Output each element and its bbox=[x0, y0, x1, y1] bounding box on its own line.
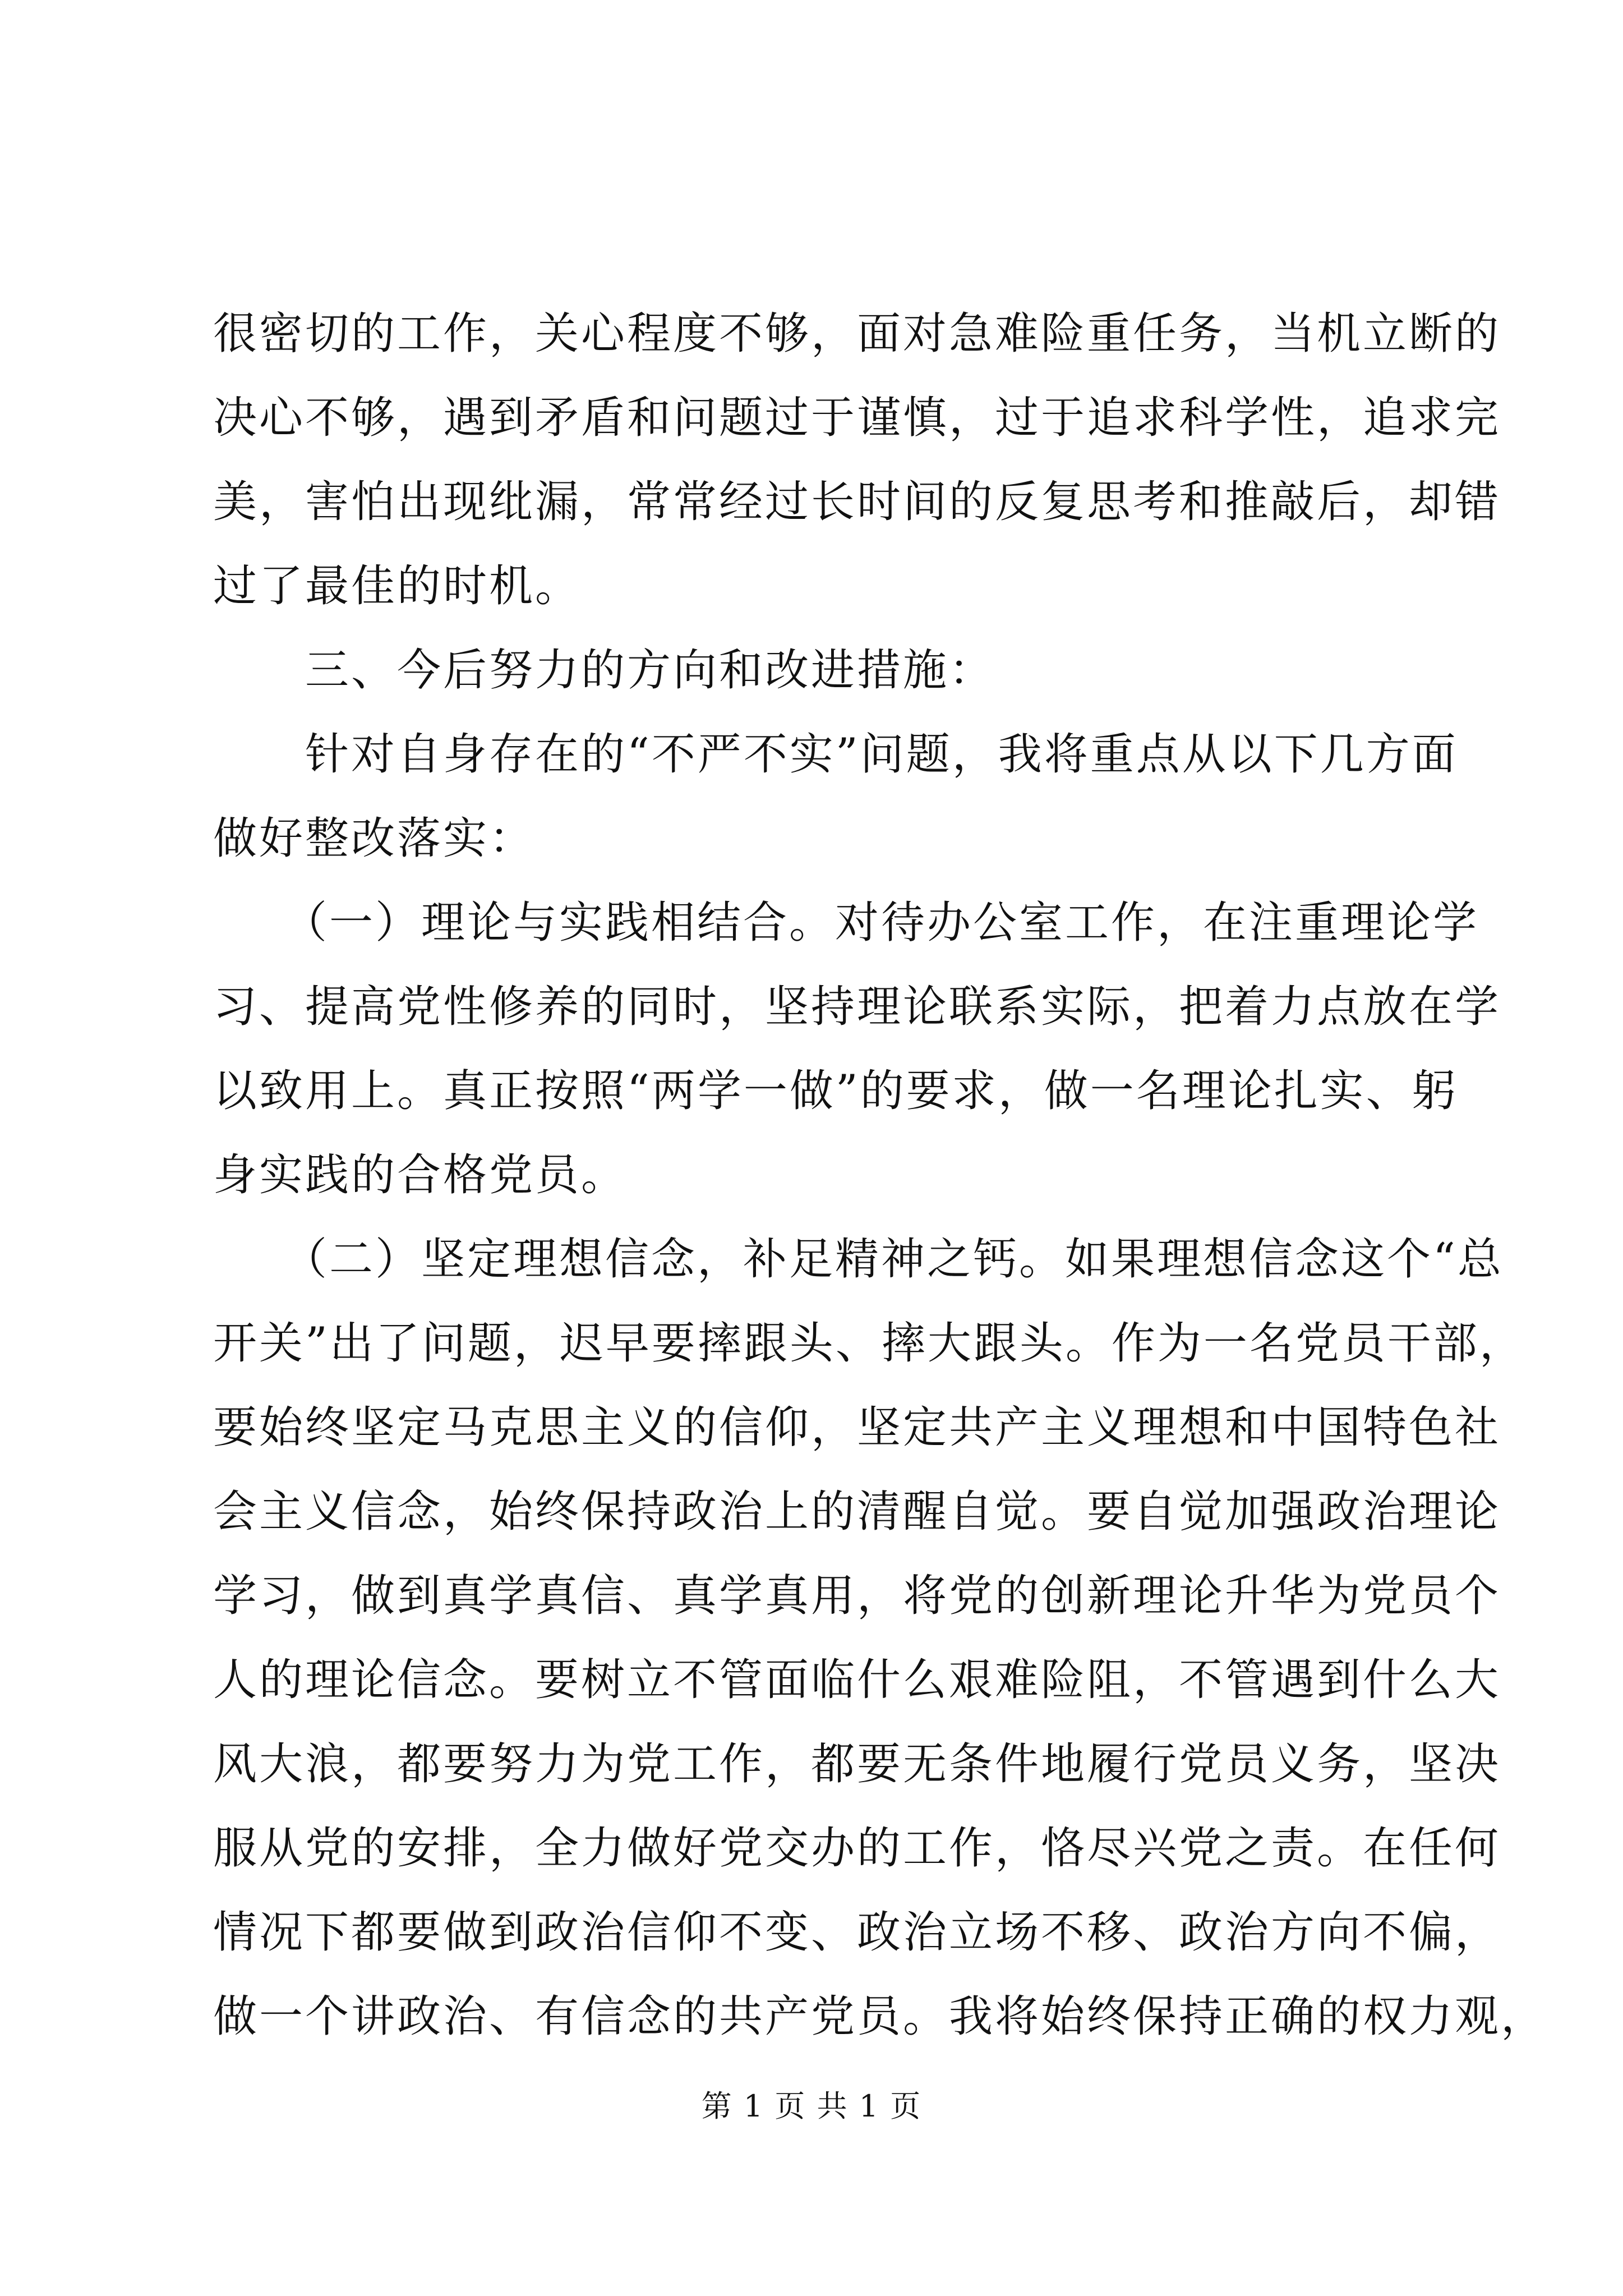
text-line: 人的理论信念。要树立不管面临什么艰难险阻，不管遇到什么大 bbox=[213, 1655, 1501, 1705]
page-number-footer: 第 1 页 共 1 页 bbox=[701, 2088, 922, 2124]
text-line: 会主义信念，始终保持政治上的清醒自觉。要自觉加强政治理论 bbox=[213, 1487, 1501, 1537]
text-line: 习、提高党性修养的同时，坚持理论联系实际，把着力点放在学 bbox=[213, 982, 1501, 1032]
text-line: 决心不够，遇到矛盾和问题过于谨慎，过于追求科学性，追求完 bbox=[213, 393, 1501, 443]
text-line: 身实践的合格党员。 bbox=[213, 1150, 628, 1200]
text-line: 美，害怕出现纰漏，常常经过长时间的反复思考和推敲后，却错 bbox=[213, 477, 1501, 527]
text-line: 做好整改落实： bbox=[213, 813, 536, 864]
text-line: 针对自身存在的“不严不实”问题，我将重点从以下几方面 bbox=[213, 729, 1458, 780]
text-line: （一）理论与实践相结合。对待办公室工作，在注重理论学 bbox=[213, 898, 1479, 948]
text-line: 情况下都要做到政治信仰不变、政治立场不移、政治方向不偏， bbox=[213, 1907, 1501, 1958]
text-line: 以致用上。真正按照“两学一做”的要求，做一名理论扎实、躬 bbox=[213, 1066, 1458, 1116]
text-line: 过了最佳的时机。 bbox=[213, 561, 582, 611]
text-line: 要始终坚定马克思主义的信仰，坚定共产主义理想和中国特色社 bbox=[213, 1402, 1501, 1453]
text-line: 做一个讲政治、有信念的共产党员。我将始终保持正确的权力观， bbox=[213, 1991, 1547, 2042]
text-line: （二）坚定理想信念，补足精神之钙。如果理想信念这个“总 bbox=[213, 1234, 1504, 1285]
section-heading: 三、今后努力的方向和改进措施： bbox=[213, 645, 995, 696]
text-line: 服从党的安排，全力做好党交办的工作，恪尽兴党之责。在任何 bbox=[213, 1823, 1501, 1874]
text-line: 开关”出了问题，迟早要摔跟头、摔大跟头。作为一名党员干部， bbox=[213, 1318, 1525, 1369]
text-line: 很密切的工作，关心程度不够，面对急难险重任务，当机立断的 bbox=[213, 309, 1501, 359]
text-line: 学习，做到真学真信、真学真用，将党的创新理论升华为党员个 bbox=[213, 1571, 1501, 1621]
text-line: 风大浪，都要努力为党工作，都要无条件地履行党员义务，坚决 bbox=[213, 1739, 1501, 1789]
